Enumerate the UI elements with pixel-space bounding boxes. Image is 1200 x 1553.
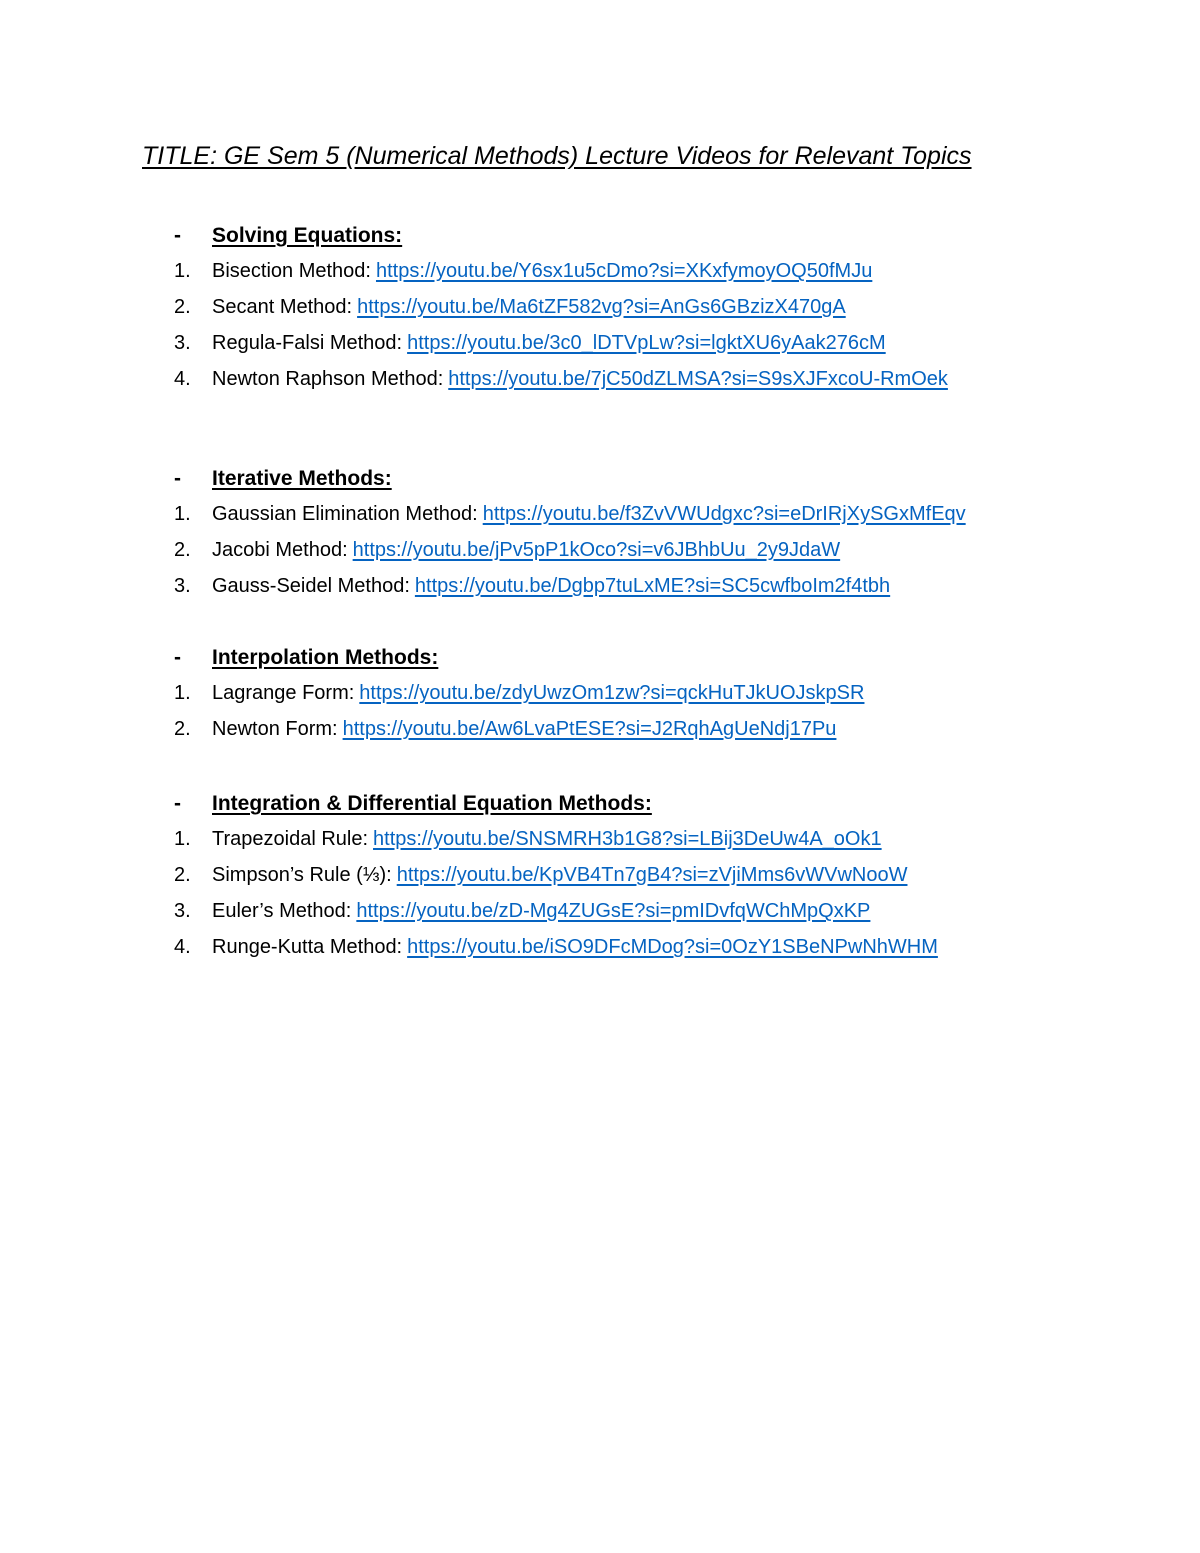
section-dash: -: [174, 792, 181, 815]
item-number: 2.: [174, 539, 191, 561]
list-item: [174, 260, 1174, 296]
section-dash: -: [174, 467, 181, 490]
item-number: 4.: [174, 368, 191, 390]
item-number: 1.: [174, 260, 191, 282]
section-heading-text: Interpolation Methods:: [212, 646, 439, 669]
item-label: Bisection Method:: [212, 260, 371, 282]
list-item: [174, 828, 1174, 864]
document-title: TITLE: GE Sem 5 (Numerical Methods) Lecture Videos for Relevant Topics: [142, 142, 972, 170]
item-label: Runge-Kutta Method:: [212, 936, 403, 958]
list-item: [174, 368, 1174, 404]
section-heading: [174, 792, 1174, 828]
list-item: [174, 539, 1174, 575]
item-number: 3.: [174, 575, 191, 597]
list-item: [174, 718, 1174, 754]
item-label: Newton Raphson Method:: [212, 368, 444, 390]
list-item: [174, 575, 1174, 611]
item-label: Newton Form:: [212, 718, 338, 740]
section-dash: -: [174, 646, 181, 669]
section-heading: [174, 467, 1174, 503]
item-number: 4.: [174, 936, 191, 958]
video-link[interactable]: https://youtu.be/Ma6tZF582vg?si=AnGs6GBzizX470gA: [357, 296, 846, 318]
video-link[interactable]: https://youtu.be/Y6sx1u5cDmo?si=XKxfymoyOQ50fMJu: [375, 260, 873, 282]
section-integration-methods: [174, 792, 1174, 972]
item-number: 1.: [174, 828, 191, 850]
video-link[interactable]: https://youtu.be/Aw6LvaPtESE?si=J2RqhAgUeNdj17Pu: [342, 718, 837, 740]
video-link[interactable]: https://youtu.be/zD-Mg4ZUGsE?si=pmIDvfqWChMpQxKP: [356, 900, 871, 922]
video-link[interactable]: https://youtu.be/jPv5pP1kOco?si=v6JBhbUu_2y9JdaW: [352, 539, 841, 561]
section-dash: -: [174, 224, 181, 247]
video-link[interactable]: https://youtu.be/3c0_lDTVpLw?si=lgktXU6yAak276cM: [407, 332, 886, 354]
section-heading-text: Solving Equations:: [212, 224, 403, 247]
section-heading: [174, 646, 1174, 682]
section-iterative-methods: [174, 467, 1174, 611]
video-link[interactable]: https://youtu.be/iSO9DFcMDog?si=0OzY1SBeNPwNhWHM: [407, 936, 938, 958]
section-heading-text: Iterative Methods:: [212, 467, 392, 490]
item-label: Trapezoidal Rule:: [212, 828, 369, 850]
section-solving-equations: [174, 224, 1174, 404]
item-label: Gauss-Seidel Method:: [212, 575, 410, 597]
item-number: 3.: [174, 332, 191, 354]
item-number: 2.: [174, 864, 191, 886]
video-link[interactable]: https://youtu.be/Dgbp7tuLxME?si=SC5cwfboIm2f4tbh: [414, 575, 891, 597]
item-number: 2.: [174, 718, 191, 740]
section-heading: [174, 224, 1174, 260]
video-link[interactable]: https://youtu.be/SNSMRH3b1G8?si=LBij3DeUw4A_oOk1: [373, 828, 882, 850]
video-link[interactable]: https://youtu.be/f3ZvVWUdgxc?si=eDrIRjXySGxMfEqv: [482, 503, 966, 525]
list-item: [174, 900, 1174, 936]
item-number: 3.: [174, 900, 191, 922]
item-label: Simpson’s Rule (⅓):: [212, 864, 392, 886]
item-label: Gaussian Elimination Method:: [212, 503, 478, 525]
list-item: [174, 936, 1174, 972]
list-item: [174, 332, 1174, 368]
section-heading-text: Integration & Differential Equation Methods:: [212, 792, 652, 815]
item-label: Lagrange Form:: [212, 682, 355, 704]
video-link[interactable]: https://youtu.be/KpVB4Tn7gB4?si=zVjiMms6vWVwNooW: [396, 864, 908, 886]
item-number: 2.: [174, 296, 191, 318]
video-link[interactable]: https://youtu.be/7jC50dZLMSA?si=S9sXJFxcoU-RmOek: [448, 368, 948, 390]
item-label: Jacobi Method:: [212, 539, 348, 561]
list-item: [174, 864, 1174, 900]
item-label: Euler’s Method:: [212, 900, 352, 922]
list-item: [174, 503, 1174, 539]
item-label: Regula-Falsi Method:: [212, 332, 403, 354]
list-item: [174, 682, 1174, 718]
item-number: 1.: [174, 503, 191, 525]
video-link[interactable]: https://youtu.be/zdyUwzOm1zw?si=qckHuTJkUOJskpSR: [359, 682, 865, 704]
list-item: [174, 296, 1174, 332]
section-interpolation-methods: [174, 646, 1174, 754]
item-number: 1.: [174, 682, 191, 704]
item-label: Secant Method:: [212, 296, 353, 318]
